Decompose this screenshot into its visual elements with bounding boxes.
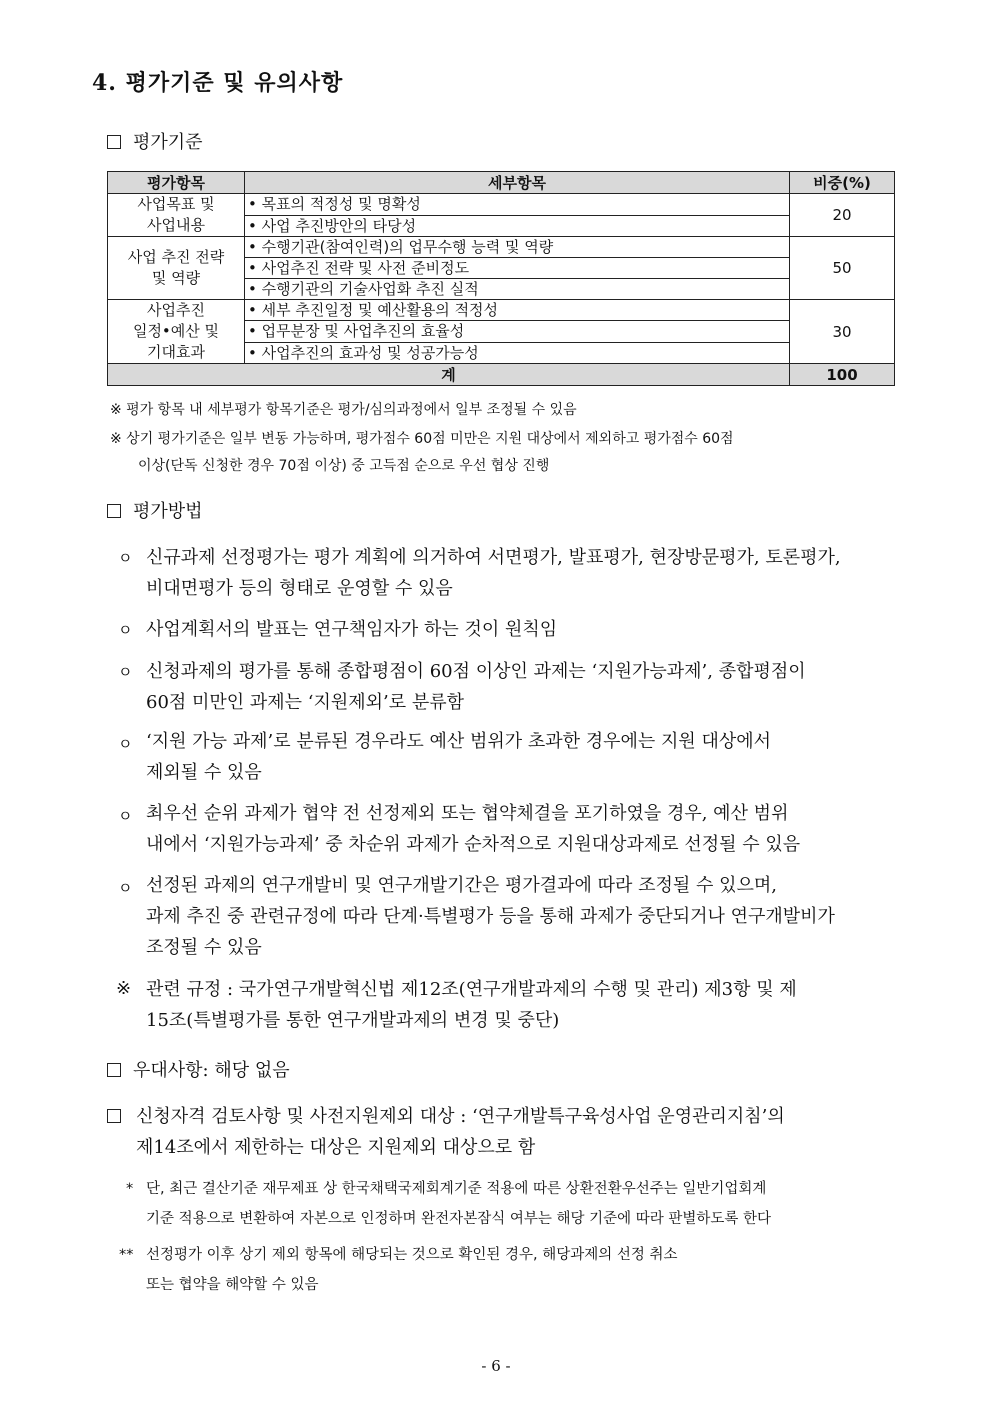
bullet-icon: ㅇ [118, 549, 133, 567]
bullet-icon: ㅇ [118, 621, 133, 639]
bullet-icon: ㅇ [118, 735, 133, 753]
total-value: 100 [790, 364, 895, 386]
table-row [108, 237, 895, 258]
checkbox-square-icon [107, 504, 121, 518]
criteria-detail: • 업무분장 및 사업추진의 효율성 [245, 321, 790, 342]
criteria-table [107, 171, 895, 386]
table-header: 비중(%) [790, 172, 895, 194]
table-header: 평가항목 [108, 172, 245, 194]
criteria-item: 사업목표 및 사업내용 [108, 194, 245, 237]
criteria-section-title: 평가기준 [107, 128, 203, 154]
criteria-weight: 50 [790, 237, 895, 300]
bullet-icon: ㅇ [118, 663, 133, 681]
total-label: 계 [108, 364, 790, 386]
method-item: 신규과제 선정평가는 평가 계획에 의거하여 서면평가, 발표평가, 현장방문평가, 토론평가, 비대면평가 등의 형태로 운영할 수 있음 [146, 547, 841, 599]
checkbox-square-icon [107, 1063, 121, 1077]
criteria-item: 사업추진 일정•예산 및 기대효과 [108, 300, 245, 364]
footnote-mark-icon: * [126, 1181, 134, 1197]
checkbox-square-icon [107, 1109, 121, 1123]
regulation-note: 관련 규정 : 국가연구개발혁신법 제12조(연구개발과제의 수행 및 관리) 제3항 및 제 15조(특별평가를 통한 연구개발과제의 변경 및 중단) [146, 979, 797, 1031]
bullet-icon: ㅇ [118, 807, 133, 825]
eligibility-note: 선정평가 이후 상기 제외 항목에 해당되는 것으로 확인된 경우, 해당과제의 선정 취소 또는 협약을 해약할 수 있음 [146, 1247, 678, 1293]
criteria-weight: 20 [790, 194, 895, 237]
page-number: - 6 - [481, 1357, 511, 1375]
criteria-detail: • 목표의 적정성 및 명확성 [245, 194, 790, 216]
method-item: 선정된 과제의 연구개발비 및 연구개발기간은 평가결과에 따라 조정될 수 있으며, 과제 추진 중 관련규정에 따라 단계·특별평가 등을 통해 과제가 중단되거나 연구개발비가 조정될 수 있음 [146, 875, 835, 958]
criteria-detail: • 사업 추진방안의 타당성 [245, 215, 790, 237]
method-item: 최우선 순위 과제가 협약 전 선정제외 또는 협약체결을 포기하였을 경우, 예산 범위 내에서 ‘지원가능과제’ 중 차순위 과제가 순차적으로 지원대상과제로 선정될 수 있음 [146, 803, 801, 855]
criteria-item: 사업 추진 전략 및 역량 [108, 237, 245, 300]
method-item: ‘지원 가능 과제’로 분류된 경우라도 예산 범위가 초과한 경우에는 지원 대상에서 제외될 수 있음 [146, 731, 772, 783]
table-header: 세부항목 [245, 172, 790, 194]
criteria-weight: 30 [790, 300, 895, 364]
table-total-row [108, 364, 895, 386]
bullet-icon: ㅇ [118, 879, 133, 897]
table-row [108, 194, 895, 216]
footnote-mark-icon: ** [119, 1247, 134, 1263]
criteria-note: 이상(단독 신청한 경우 70점 이상) 중 고득점 순으로 우선 협상 진행 [138, 458, 550, 474]
criteria-detail: • 수행기관(참여인력)의 업무수행 능력 및 역량 [245, 237, 790, 258]
criteria-note: ※ 평가 항목 내 세부평가 항목기준은 평가/심의과정에서 일부 조정될 수 있음 [110, 402, 577, 418]
checkbox-square-icon [107, 135, 121, 149]
criteria-detail: • 사업추진의 효과성 및 성공가능성 [245, 342, 790, 363]
table-header-row [108, 172, 895, 194]
criteria-detail: • 세부 추진일정 및 예산활용의 적정성 [245, 300, 790, 321]
section-heading: 4. 평가기준 및 유의사항 [92, 70, 344, 96]
eligibility-text: 신청자격 검토사항 및 사전지원제외 대상 : ‘연구개발특구육성사업 운영관리지침’의 제14조에서 제한하는 대상은 지원제외 대상으로 함 [136, 1106, 785, 1158]
method-item: 사업계획서의 발표는 연구책임자가 하는 것이 원칙임 [146, 619, 558, 640]
method-item: 신청과제의 평가를 통해 종합평점이 60점 이상인 과제는 ‘지원가능과제’, 종합평점이 60점 미만인 과제는 ‘지원제외’로 분류함 [146, 661, 806, 713]
method-section-title: 평가방법 [107, 497, 203, 523]
eligibility-note: 단, 최근 결산기준 재무제표 상 한국채택국제회계기준 적용에 따른 상환전환우선주는 일반기업회계 기준 적용으로 변환하여 자본으로 인정하며 완전자본잠식 여부는 해당 기준에 따라 판별하도록 한다 [146, 1181, 771, 1227]
criteria-detail: • 사업추진 전략 및 사전 준비정도 [245, 258, 790, 279]
preference-section-title: 우대사항: 해당 없음 [107, 1056, 290, 1082]
criteria-detail: • 수행기관의 기술사업화 추진 실적 [245, 279, 790, 300]
reference-mark-icon: ※ [116, 978, 132, 999]
table-row [108, 300, 895, 321]
criteria-note: ※ 상기 평가기준은 일부 변동 가능하며, 평가점수 60점 미만은 지원 대상에서 제외하고 평가점수 60점 [110, 431, 734, 447]
